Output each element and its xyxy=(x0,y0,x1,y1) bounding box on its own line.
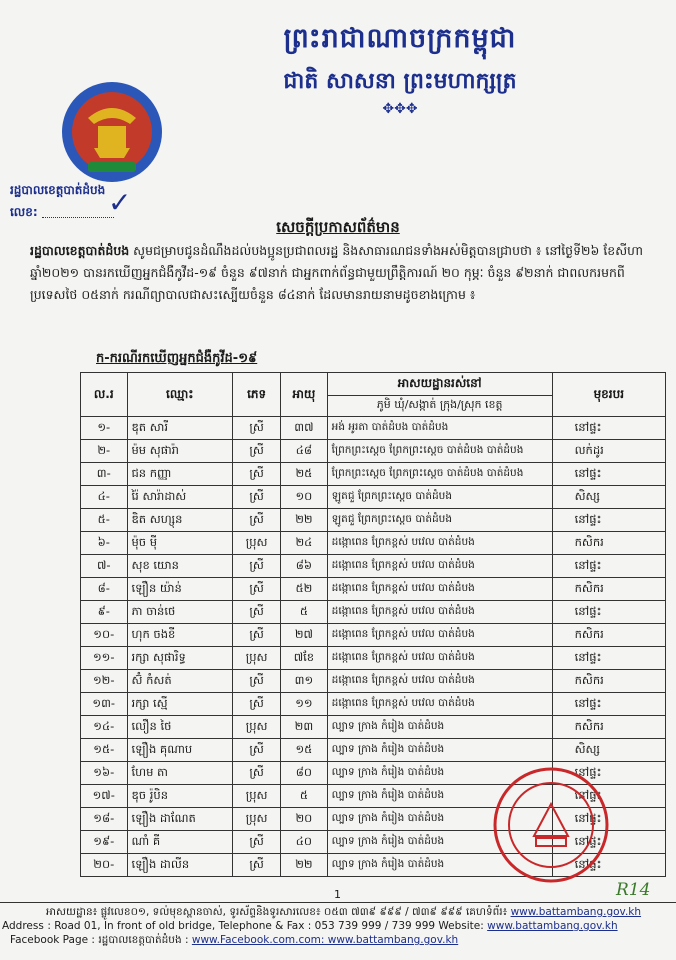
cell-occupation: កសិករ xyxy=(552,578,665,601)
cell-sex: ស្រី xyxy=(233,693,281,716)
cell-occupation: កសិករ xyxy=(552,716,665,739)
footer-address-kh xyxy=(0,905,676,919)
cell-name: ឌិត សហ្សុន xyxy=(127,509,233,532)
table-row xyxy=(81,624,666,647)
cell-age: ៣១ xyxy=(281,670,328,693)
table-row xyxy=(81,463,666,486)
cell-no: ១៤- xyxy=(81,716,128,739)
cell-occupation: នៅផ្ទះ xyxy=(552,417,665,440)
cell-name: រ៉ៃ សារ៉ាដាស់ xyxy=(127,486,233,509)
cell-occupation: នៅផ្ទះ xyxy=(552,509,665,532)
cell-occupation: លក់ដូរ xyxy=(552,440,665,463)
cell-age: ១៥ xyxy=(281,739,328,762)
document-title: សេចក្ដីប្រកាសព័ត៌មាន xyxy=(276,218,400,236)
footer-facebook xyxy=(0,933,676,947)
cell-occupation: នៅផ្ទះ xyxy=(552,785,665,808)
cell-occupation: នៅផ្ទះ xyxy=(552,831,665,854)
cell-sex: ស្រី xyxy=(233,739,281,762)
cell-name: ឡឿង ដាណែត xyxy=(127,808,233,831)
table-row xyxy=(81,647,666,670)
cell-address: ដង្កោពេន ព្រែកខ្ពស់ បវេល បាត់ដំបង xyxy=(327,578,552,601)
body-lead: រដ្ឋបាលខេត្តបាត់ដំបង xyxy=(30,243,130,258)
cell-address: ឡូតជួ ព្រែកព្រះស្ដេច បាត់ដំបង xyxy=(327,486,552,509)
cell-address: ដង្កោពេន ព្រែកខ្ពស់ បវេល បាត់ដំបង xyxy=(327,601,552,624)
header-ornament: ✥✥✥ xyxy=(382,101,418,117)
cell-address: ដង្កោពេន ព្រែកខ្ពស់ បវេល បាត់ដំបង xyxy=(327,624,552,647)
cell-no: ១- xyxy=(81,417,128,440)
cell-sex: ប្រុស xyxy=(233,808,281,831)
cell-age: ៥២ xyxy=(281,578,328,601)
cell-address: ព្រែកព្រះស្ដេច ព្រែកព្រះស្ដេច បាត់ដំបង បាត់ដំបង xyxy=(327,440,552,463)
cell-address: ដង្កោពេន ព្រែកខ្ពស់ បវេល បាត់ដំបង xyxy=(327,670,552,693)
cell-occupation: នៅផ្ទះ xyxy=(552,854,665,877)
cell-age: ២៥ xyxy=(281,463,328,486)
cell-sex: ប្រុស xyxy=(233,647,281,670)
cell-age: ៨០ xyxy=(281,762,328,785)
cell-name: រក្សា សុផារិទ្ធ xyxy=(127,647,233,670)
cell-sex: ស្រី xyxy=(233,624,281,647)
cell-age: ២៣ xyxy=(281,716,328,739)
table-row xyxy=(81,486,666,509)
cell-name: ជន កញ្ញា xyxy=(127,463,233,486)
cell-sex: ស្រី xyxy=(233,854,281,877)
cell-address: ដង្កោពេន ព្រែកខ្ពស់ បវេល បាត់ដំបង xyxy=(327,555,552,578)
cell-no: ៧- xyxy=(81,555,128,578)
cell-sex: ស្រី xyxy=(233,831,281,854)
footer-facebook-label: Facebook Page : xyxy=(10,934,95,946)
cell-address: ដង្កោពេន ព្រែកខ្ពស់ បវេល បាត់ដំបង xyxy=(327,693,552,716)
cell-age: ៥ xyxy=(281,601,328,624)
cell-age: ២២ xyxy=(281,509,328,532)
cell-sex: ប្រុស xyxy=(233,532,281,555)
cell-age: ៨៦ xyxy=(281,555,328,578)
official-seal xyxy=(490,764,612,886)
logo-base xyxy=(94,148,130,158)
cell-address: ល្បាទ ក្រាង កំរៀង បាត់ដំបង xyxy=(327,762,552,785)
cell-name: ស៊ំ កំសត់ xyxy=(127,670,233,693)
body-text: សូមជម្រាបជូនដំណឹងដល់បងប្អូនប្រជាពលរដ្ឋ និងសាធារណជនទាំងអស់មិត្តបានជ្រាបថា ៖ នៅថ្ងៃទី២៦ ខែសីហា ឆ្នាំ២០២១ បានរកឃើញអ្នកជំងឺកូវីដ-១៩ ចំនួន ៩៧នាក់ ជាអ្នកពាក់ព័ន្ធជាមួយព្រឹត្តិការណ៍ ២០ កុម្ភៈ ចំនួន ៩២នាក់ ជាពលករមកពីប្រទេសថៃ ០៥នាក់ ករណីព្យាបាលជាសះស្បើយចំនួន ៨៤នាក់ ដែលមានរាយនាមដូចខាងក្រោម ៖ xyxy=(30,243,644,302)
cell-occupation: សិស្ស xyxy=(552,486,665,509)
footer xyxy=(0,902,676,947)
cell-name: ម៉ម សុផារ៉ា xyxy=(127,440,233,463)
cell-address: ល្បាទ ក្រាង កំរៀង បាត់ដំបង xyxy=(327,808,552,831)
cell-name: ឡឿន យ៉ាន់ xyxy=(127,578,233,601)
cell-no: ៦- xyxy=(81,532,128,555)
table-row xyxy=(81,417,666,440)
footer-address-en xyxy=(0,919,676,933)
cell-name: ណាំ គី xyxy=(127,831,233,854)
cell-sex: ស្រី xyxy=(233,440,281,463)
cell-occupation: នៅផ្ទះ xyxy=(552,647,665,670)
table-row xyxy=(81,670,666,693)
cell-name: លឿន ថៃ xyxy=(127,716,233,739)
cell-address: អង់ អូរតា បាត់ដំបង បាត់ដំបង xyxy=(327,417,552,440)
cell-sex: ស្រី xyxy=(233,578,281,601)
table-row xyxy=(81,601,666,624)
cell-age: ៤០ xyxy=(281,831,328,854)
cell-no: ១៣- xyxy=(81,693,128,716)
header-sex: ភេទ xyxy=(233,373,281,417)
footer-website-en-link[interactable]: www.battambang.gov.kh xyxy=(487,920,618,932)
cell-no: ១៨- xyxy=(81,808,128,831)
announcement-body xyxy=(30,240,648,306)
reference-label: លេខ: xyxy=(10,205,38,219)
cell-age: ២២ xyxy=(281,854,328,877)
footer-facebook-link[interactable]: www.Facebook.com.com: www.battambang.gov.kh xyxy=(191,934,459,946)
cell-age: ៤៨ xyxy=(281,440,328,463)
cell-no: ១៥- xyxy=(81,739,128,762)
cell-name: ឌុច រ៉ូបិន xyxy=(127,785,233,808)
cell-age: ៧ខែ xyxy=(281,647,328,670)
section-title: ក-ករណីរកឃើញអ្នកជំងឺកូវីដ-១៩ xyxy=(96,351,258,366)
kingdom-title: ព្រះរាជាណាចក្រកម្ពុជា xyxy=(283,23,517,54)
cell-address: ល្បាទ ក្រាង កំរៀង បាត់ដំបង xyxy=(327,739,552,762)
cell-no: ៣- xyxy=(81,463,128,486)
logo-banner xyxy=(88,162,136,172)
handwritten-signature: R14 xyxy=(616,880,651,900)
header-occupation: មុខរបរ xyxy=(552,373,665,417)
cell-address: ឡូតជួ ព្រែកព្រះស្ដេច បាត់ដំបង xyxy=(327,509,552,532)
seal-inner-ring xyxy=(509,783,593,867)
table-row xyxy=(81,693,666,716)
cell-occupation: នៅផ្ទះ xyxy=(552,693,665,716)
cell-name: ឡឿង គុណាប xyxy=(127,739,233,762)
cell-sex: ស្រី xyxy=(233,762,281,785)
cell-age: ៥ xyxy=(281,785,328,808)
cell-age: ២៤ xyxy=(281,532,328,555)
footer-facebook-kh: រដ្ឋបាលខេត្តបាត់ដំបង : xyxy=(98,934,189,946)
cell-sex: ស្រី xyxy=(233,670,281,693)
kingdom-header xyxy=(190,22,610,117)
cell-no: ៤- xyxy=(81,486,128,509)
cell-age: ២០ xyxy=(281,808,328,831)
cell-no: ១៦- xyxy=(81,762,128,785)
cell-age: ២៧ xyxy=(281,624,328,647)
seal-emblem xyxy=(534,804,568,836)
cell-no: ១០- xyxy=(81,624,128,647)
cell-occupation: នៅផ្ទះ xyxy=(552,762,665,785)
cell-age: ១០ xyxy=(281,486,328,509)
cell-address: ដង្កោពេន ព្រែកខ្ពស់ បវេល បាត់ដំបង xyxy=(327,647,552,670)
national-motto: ជាតិ សាសនា ព្រះមហាក្សត្រ xyxy=(283,68,517,94)
issuer-name: រដ្ឋបាលខេត្តបាត់ដំបង xyxy=(10,183,106,197)
cell-name: សុខ យោន xyxy=(127,555,233,578)
header-address-sub: ភូមិ ឃុំ/សង្កាត់ ក្រុង/ស្រុក ខេត្ត xyxy=(327,396,552,417)
cell-age: ៣៧ xyxy=(281,417,328,440)
cell-no: ៨- xyxy=(81,578,128,601)
cell-no: ២- xyxy=(81,440,128,463)
cell-no: ៥- xyxy=(81,509,128,532)
cell-occupation: នៅផ្ទះ xyxy=(552,555,665,578)
seal-emblem-base xyxy=(536,838,566,846)
cell-no: ២០- xyxy=(81,854,128,877)
cell-address: ល្បាទ ក្រាង កំរៀង បាត់ដំបង xyxy=(327,785,552,808)
cell-address: ល្បាទ ក្រាង កំរៀង បាត់ដំបង xyxy=(327,854,552,877)
cell-sex: ស្រី xyxy=(233,601,281,624)
cell-sex: ស្រី xyxy=(233,463,281,486)
province-logo xyxy=(58,78,166,186)
cell-occupation: កសិករ xyxy=(552,532,665,555)
cell-occupation: កសិករ xyxy=(552,624,665,647)
page-number: 1 xyxy=(334,888,341,901)
cell-sex: ស្រី xyxy=(233,486,281,509)
cell-name: ម៉ុច ម៉ី xyxy=(127,532,233,555)
cell-sex: ស្រី xyxy=(233,417,281,440)
table-row xyxy=(81,739,666,762)
table-row xyxy=(81,555,666,578)
cell-name: ឌុត សារី xyxy=(127,417,233,440)
header-name: ឈ្មោះ xyxy=(127,373,233,417)
cell-address: ដង្កោពេន ព្រែកខ្ពស់ បវេល បាត់ដំបង xyxy=(327,532,552,555)
cell-no: ១៩- xyxy=(81,831,128,854)
header-address: អាសយដ្ឋានរស់នៅ xyxy=(327,373,552,396)
footer-website-kh-link[interactable]: www.battambang.gov.kh xyxy=(510,906,642,918)
reference-dots xyxy=(42,207,114,218)
cell-name: ឡឿង ដាលីន xyxy=(127,854,233,877)
table-row xyxy=(81,440,666,463)
cell-occupation: កសិករ xyxy=(552,670,665,693)
cell-age: ១១ xyxy=(281,693,328,716)
cell-address: ល្បាទ ក្រាង កំរៀង បាត់ដំបង xyxy=(327,716,552,739)
footer-address-label: Address xyxy=(2,920,44,932)
cell-sex: ស្រី xyxy=(233,509,281,532)
seal-outer-ring xyxy=(495,769,607,881)
table-row xyxy=(81,716,666,739)
cell-address: ព្រែកព្រះស្ដេច ព្រែកព្រះស្ដេច បាត់ដំបង បាត់ដំបង xyxy=(327,463,552,486)
header-age: អាយុ xyxy=(281,373,328,417)
cell-sex: ស្រី xyxy=(233,555,281,578)
check-mark: ✓ xyxy=(108,186,132,219)
cell-sex: ប្រុស xyxy=(233,716,281,739)
logo-temple xyxy=(98,126,126,148)
table-row xyxy=(81,509,666,532)
cell-occupation: សិស្ស xyxy=(552,739,665,762)
cell-no: ១៧- xyxy=(81,785,128,808)
header-no: ល.រ xyxy=(81,373,128,417)
cell-sex: ប្រុស xyxy=(233,785,281,808)
cell-name: ភា ចាន់ថេ xyxy=(127,601,233,624)
cell-name: រក្សា ស្មើ xyxy=(127,693,233,716)
footer-address-kh-text: អាសយដ្ឋាន៖ ផ្លូវលេខ០១, ទល់មុខស្ពានចាស់, ទូរស័ព្ទនិងទូរសារលេខ៖ ០៥៣ ៧៣៩ ៩៩៩ / ៧៣៩ ៩៩៩ គេហទំព័រ៖ xyxy=(46,906,508,918)
cell-name: ហុក ចងខី xyxy=(127,624,233,647)
cell-name: ហែម តា xyxy=(127,762,233,785)
cell-no: ៩- xyxy=(81,601,128,624)
table-row xyxy=(81,532,666,555)
cell-no: ១២- xyxy=(81,670,128,693)
footer-address-en-text: : Road 01, In front of old bridge, Telephone & Fax : 053 739 999 / 739 999 Website: xyxy=(47,920,484,932)
cell-occupation: នៅផ្ទះ xyxy=(552,463,665,486)
cell-no: ១១- xyxy=(81,647,128,670)
cell-occupation: នៅផ្ទះ xyxy=(552,808,665,831)
cell-occupation: នៅផ្ទះ xyxy=(552,601,665,624)
table-row xyxy=(81,578,666,601)
cell-address: ល្បាទ ក្រាង កំរៀង បាត់ដំបង xyxy=(327,831,552,854)
